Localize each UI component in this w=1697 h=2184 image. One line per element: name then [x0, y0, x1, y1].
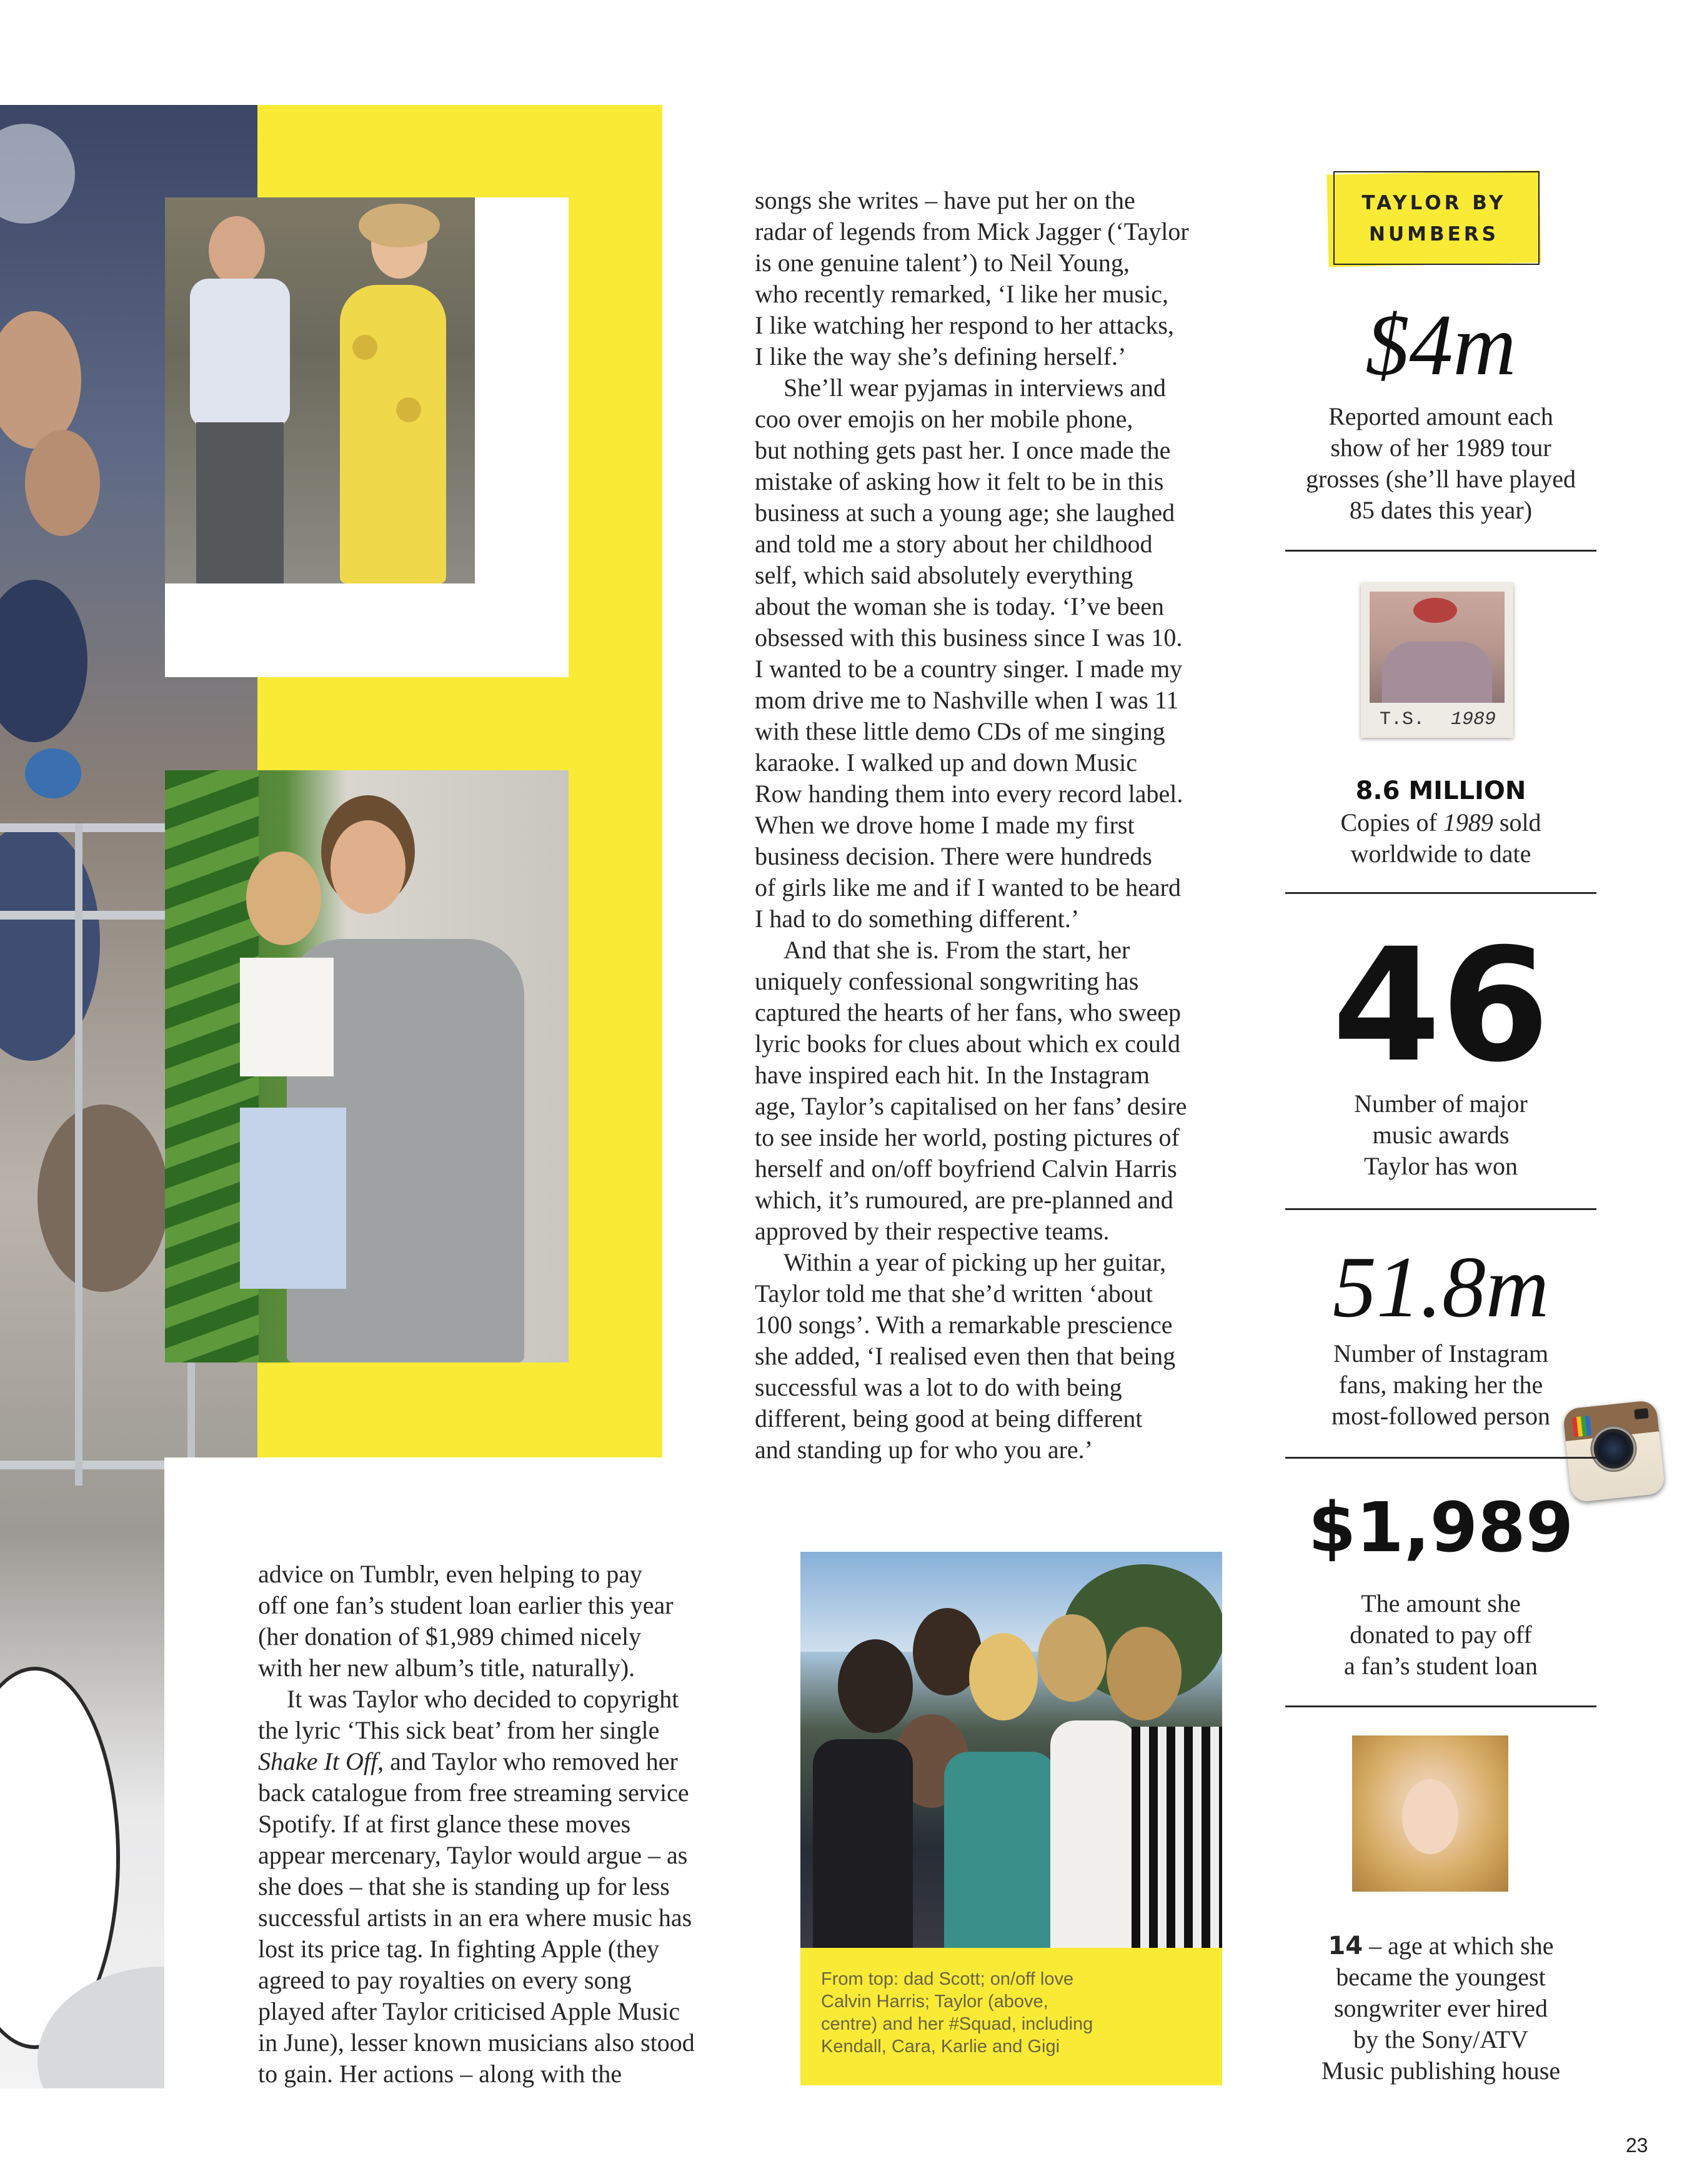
text-fragment: , and Taylor who removed her	[377, 1747, 678, 1775]
album-label-initials: T.S.	[1380, 709, 1425, 730]
caption-line: centre) and her #Squad, including	[821, 2014, 1093, 2034]
text-line: have inspired each hit. In the Instagram	[755, 1061, 1150, 1089]
stat-text-line: songwriter ever hired	[1333, 1994, 1548, 2022]
text-line: with her new album’s title, naturally).	[258, 1654, 635, 1682]
text-line: radar of legends from Mick Jagger (‘Taylor	[755, 217, 1189, 246]
text-line: It was Taylor who decided to copyright	[287, 1685, 679, 1713]
stat-description	[1285, 807, 1596, 870]
sidebar-title-line: TAYLOR BY	[1361, 192, 1506, 214]
text-line: Taylor told me that she’d written ‘about	[755, 1279, 1153, 1308]
text-line: business decision. There were hundreds	[755, 842, 1152, 870]
text-line: approved by their respective teams.	[755, 1217, 1110, 1245]
album-title: 1989	[1443, 808, 1493, 836]
stat-value: 8.6 MILLION	[1355, 777, 1526, 805]
text-line: karaoke. I walked up and down Music	[755, 748, 1138, 777]
stat-description-age	[1285, 1930, 1596, 2087]
text-line: with these little demo CDs of me singing	[755, 717, 1165, 745]
text-line: off one fan’s student loan earlier this year	[258, 1591, 674, 1619]
article-column-lower	[258, 1559, 695, 2090]
stat-text-line: Number of Instagram	[1333, 1339, 1549, 1367]
photo-squad	[800, 1552, 1222, 1948]
text-line: Spotify. If at first glance these moves	[258, 1810, 631, 1838]
text-line: age, Taylor’s capitalised on her fans’ desire	[755, 1092, 1187, 1120]
stat-text-line: grosses (she’ll have played	[1305, 465, 1576, 493]
text-line: I like the way she’s defining herself.’	[755, 342, 1127, 370]
text-line	[258, 1746, 695, 1777]
stat-text-line: a fan’s student loan	[1344, 1652, 1538, 1680]
stat-text-line	[1285, 1930, 1596, 1962]
text-line: is one genuine talent’) to Neil Young,	[755, 249, 1130, 277]
text-fragment: Copies of	[1340, 808, 1443, 836]
sidebar-divider	[1285, 1705, 1596, 1707]
text-line: self, which said absolutely everything	[755, 561, 1133, 589]
stat-text-line: Number of major	[1354, 1090, 1528, 1118]
stat-value: $1,989	[1308, 1487, 1574, 1567]
text-line: to gain. Her actions – along with the	[258, 2060, 622, 2088]
stat-text-line: most-followed person	[1331, 1402, 1550, 1430]
text-line: herself and on/off boyfriend Calvin Harris	[755, 1154, 1177, 1183]
stat-value: $4m	[1365, 297, 1516, 394]
instagram-lens	[1588, 1423, 1639, 1474]
text-line: to see inside her world, posting pictures of	[755, 1123, 1180, 1151]
text-line: songs she writes – have put her on the	[755, 186, 1135, 214]
album-photo	[1370, 592, 1505, 703]
text-fragment: sold	[1493, 808, 1541, 836]
stat-text-line: by the Sony/ATV	[1353, 2025, 1528, 2053]
text-line: in June), lesser known musicians also stood	[258, 2028, 695, 2057]
text-line: uniquely confessional songwriting has	[755, 967, 1139, 995]
instagram-rainbow-stripe	[1572, 1416, 1591, 1437]
stat-description	[1285, 1588, 1596, 1682]
sidebar-title-line: NUMBERS	[1369, 223, 1499, 246]
stat-text-line: show of her 1989 tour	[1330, 434, 1551, 462]
stat-text-line: fans, making her the	[1338, 1371, 1543, 1399]
text-line: lost its price tag. In fighting Apple (they	[258, 1935, 660, 1963]
album-1989-cover	[1361, 583, 1513, 738]
text-line: of girls like me and if I wanted to be heard	[755, 873, 1181, 901]
text-line: lyric books for clues about which ex could	[755, 1030, 1180, 1058]
stat-text-line: donated to pay off	[1350, 1621, 1532, 1649]
text-line: she added, ‘I realised even then that being	[755, 1342, 1176, 1370]
text-line: obsessed with this business since I was 10.	[755, 623, 1183, 652]
page-number: 23	[1626, 2134, 1648, 2157]
album-label	[1361, 705, 1513, 735]
photo-young-taylor	[1352, 1735, 1508, 1892]
text-line: When we drove home I made my first	[755, 811, 1135, 839]
text-line: she does – that she is standing up for less	[258, 1872, 670, 1900]
stat-text-line: 85 dates this year)	[1349, 496, 1533, 524]
photo-dad-scott	[165, 197, 475, 583]
sidebar-divider	[1285, 892, 1596, 894]
text-line: played after Taylor criticised Apple Music	[258, 1997, 680, 2025]
stat-text-line: became the youngest	[1336, 1963, 1546, 1991]
stat-value: 51.8m	[1332, 1239, 1550, 1336]
text-line: about the woman she is today. ‘I’ve been	[755, 592, 1164, 620]
text-line: the lyric ‘This sick beat’ from her single	[258, 1716, 660, 1744]
text-line: different, being good at being different	[755, 1404, 1143, 1432]
sidebar-divider	[1285, 550, 1596, 552]
caption-line: Kendall, Cara, Karlie and Gigi	[821, 2037, 1060, 2057]
article-column-main	[755, 185, 1189, 1466]
stat-value: 14	[1328, 1932, 1363, 1960]
text-line: captured the hearts of her fans, who sweep	[755, 998, 1181, 1026]
text-line: but nothing gets past her. I once made the	[755, 436, 1171, 464]
stat-text-line: worldwide to date	[1350, 840, 1531, 868]
song-title: Shake It Off	[258, 1747, 378, 1775]
text-line: mistake of asking how it felt to be in this	[755, 467, 1164, 495]
text-line: who recently remarked, ‘I like her music,	[755, 280, 1168, 308]
text-line: I wanted to be a country singer. I made my	[755, 655, 1183, 683]
text-line: mom drive me to Nashville when I was 11	[755, 686, 1179, 714]
stat-description	[1285, 1088, 1596, 1182]
text-line: advice on Tumblr, even helping to pay	[258, 1560, 642, 1588]
stat-text-line: Reported amount each	[1328, 402, 1553, 430]
text-line: and told me a story about her childhood	[755, 530, 1153, 558]
text-line: I like watching her respond to her attacks,	[755, 311, 1174, 339]
stat-text-line: Taylor has won	[1363, 1152, 1518, 1180]
text-line: coo over emojis on her mobile phone,	[755, 405, 1133, 433]
instagram-viewfinder	[1634, 1408, 1649, 1419]
stat-text-line: music awards	[1372, 1121, 1510, 1149]
stat-text-line: The amount she	[1361, 1589, 1521, 1617]
text-line: (her donation of $1,989 chimed nicely	[258, 1622, 642, 1650]
stat-value: 46	[1332, 915, 1550, 1096]
stat-description	[1285, 401, 1596, 526]
sidebar-divider	[1285, 1208, 1596, 1210]
photo-calvin-harris	[165, 770, 569, 1363]
text-line: and standing up for who you are.’	[755, 1436, 1093, 1464]
text-line: successful was a lot to do with being	[755, 1373, 1122, 1401]
text-line: successful artists in an era where music has	[258, 1904, 692, 1932]
text-line: 100 songs’. With a remarkable prescience	[755, 1311, 1173, 1339]
text-line: agreed to pay royalties on every song	[258, 1966, 632, 1994]
text-line: I had to do something different.’	[755, 905, 1080, 933]
sidebar-divider	[1285, 1457, 1596, 1459]
sidebar-title	[1328, 187, 1540, 250]
text-line: back catalogue from free streaming service	[258, 1779, 689, 1807]
stat-text-line: Music publishing house	[1321, 2057, 1561, 2085]
photo-caption	[821, 1968, 1146, 2058]
text-line: Row handing them into every record label.	[755, 780, 1183, 808]
caption-line: From top: dad Scott; on/off love	[821, 1969, 1074, 1989]
text-line: which, it’s rumoured, are pre-planned and	[755, 1186, 1173, 1214]
stat-description	[1285, 1338, 1596, 1432]
stat-text-line	[1285, 807, 1596, 838]
text-fragment: – age at which she	[1363, 1932, 1554, 1960]
text-line: And that she is. From the start, her	[784, 936, 1130, 964]
caption-line: Calvin Harris; Taylor (above,	[821, 1992, 1048, 2012]
text-line: appear mercenary, Taylor would argue – as	[258, 1841, 688, 1869]
text-line: She’ll wear pyjamas in interviews and	[784, 374, 1167, 402]
text-line: business at such a young age; she laughed	[755, 499, 1175, 527]
text-line: Within a year of picking up her guitar,	[784, 1248, 1167, 1276]
album-label-year: 1989	[1450, 709, 1496, 730]
